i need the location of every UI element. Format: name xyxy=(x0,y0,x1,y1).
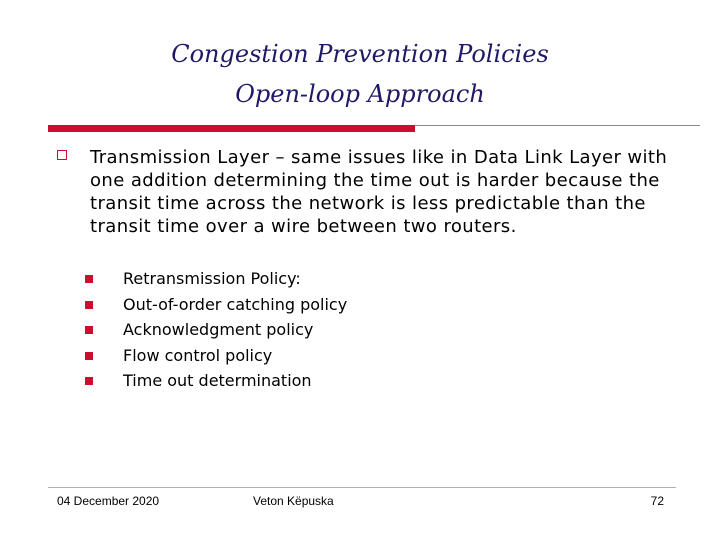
sub-bullet-list xyxy=(85,266,585,394)
slide-title-line-1: Congestion Prevention Policies xyxy=(171,40,549,68)
sub-bullet-text: Out-of-order catching policy xyxy=(123,294,348,314)
footer-divider-line xyxy=(48,487,676,488)
sub-bullet-item xyxy=(85,292,585,318)
filled-square-bullet-icon xyxy=(85,275,93,283)
main-bullet-text: Transmission Layer – same issues like in Data Link Layer with one addition determining the time out is harder because the transit time across the network is less predictable than the transit time over a wire between two routers. xyxy=(90,147,668,237)
footer-page-number: 72 xyxy=(650,494,664,508)
sub-bullet-item xyxy=(85,343,585,369)
footer-author: Veton Këpuska xyxy=(253,494,334,508)
filled-square-bullet-icon xyxy=(85,352,93,360)
filled-square-bullet-icon xyxy=(85,377,93,385)
sub-bullet-item xyxy=(85,317,585,343)
slide-title xyxy=(0,34,720,114)
footer-date: 04 December 2020 xyxy=(57,494,160,508)
sub-bullet-text: Flow control policy xyxy=(123,345,273,365)
sub-bullet-text: Retransmission Policy: xyxy=(123,269,301,288)
filled-square-bullet-icon xyxy=(85,301,93,309)
sub-bullet-text: Acknowledgment policy xyxy=(123,320,314,339)
title-divider-accent-bar xyxy=(48,125,415,132)
sub-bullet-item xyxy=(85,368,585,394)
sub-bullet-item xyxy=(85,266,585,292)
sub-bullet-text: Time out determination xyxy=(123,371,312,390)
slide-title-line-2: Open-loop Approach xyxy=(235,80,485,108)
hollow-square-bullet-icon xyxy=(57,150,67,160)
filled-square-bullet-icon xyxy=(85,326,93,334)
